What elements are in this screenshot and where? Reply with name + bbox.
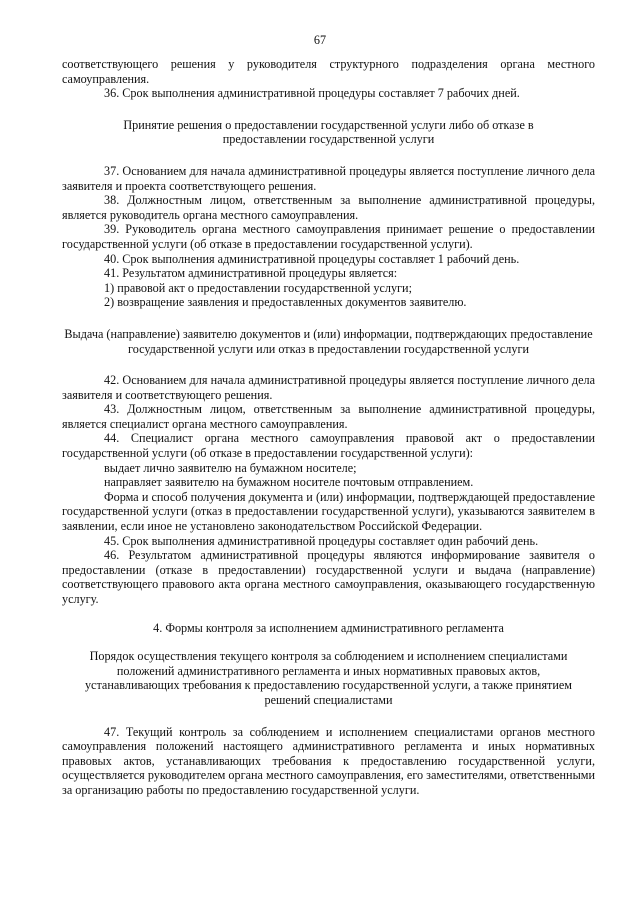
list-item-44-a: выдает лично заявителю на бумажном носителе; [104, 460, 357, 475]
paragraph-38: 38. Должностным лицом, ответственным за выполнение административной процедуры, является руководитель органа местного самоуправления. [62, 193, 595, 222]
paragraph-46: 46. Результатом административной процедуры являются информирование заявителя о предоставлении (отказе в предоставлении) государственной услуги и выдача (направление) соответствующего правового акта органа местного самоуправления, оказывающего государственную услугу. [62, 548, 595, 606]
page-content [62, 57, 595, 798]
paragraph-41: 41. Результатом административной процедуры является: [104, 266, 398, 281]
heading-control: Порядок осуществления текущего контроля за соблюдением и исполнением специалистами положений административного регламента и иных нормативных правовых актов, устанавливающих требования к предоставлению государственной услуги, а также принятием решений специалистами [84, 649, 573, 707]
paragraph-44: 44. Специалист органа местного самоуправления правовой акт о предоставлении государственной услуги (об отказе в предоставлении государственной услуги): [62, 431, 595, 461]
paragraph-43: 43. Должностным лицом, ответственным за выполнение административной процедуры, является специалист органа местного самоуправления. [62, 402, 595, 431]
paragraph-39: 39. Руководитель органа местного самоуправления принимает решение о предоставлении государственной услуги (об отказе в предоставлении государственной услуги). [62, 222, 595, 251]
paragraph-47: 47. Текущий контроль за соблюдением и исполнением специалистами органов местного самоуправления положений настоящего административного регламента и иных нормативных правовых актов, устанавливающих требования к предоставлению государственной услуги, осуществляется руководителем органа местного самоуправления, его заместителями, ответственными за организацию работы по предоставлению государственной услуги. [62, 724, 595, 797]
list-item-41-1: 1) правовой акт о предоставлении государственной услуги; [104, 280, 412, 295]
paragraph-37: 37. Основанием для начала административной процедуры является поступление личного дела заявителя и проекта соответствующего решения. [62, 163, 595, 193]
list-item-41-2: 2) возвращение заявления и предоставленных документов заявителю. [104, 295, 467, 310]
paragraph-45: 45. Срок выполнения административной процедуры составляет один рабочий день. [104, 533, 539, 548]
paragraph-42: 42. Основанием для начала административной процедуры является поступление личного дела заявителя и соответствующего решения. [62, 373, 595, 402]
heading-decision: Принятие решения о предоставлении государственной услуги либо об отказе в предоставлении государственной услуги [123, 117, 534, 147]
heading-section-4: 4. Формы контроля за исполнением административного регламента [153, 620, 504, 635]
heading-issue: Выдача (направление) заявителю документов и (или) информации, подтверждающих предоставление государственной услуги или отказ в предоставлении государственной услуги [64, 326, 593, 356]
paragraph-44-form: Форма и способ получения документа и (или) информации, подтверждающей предоставление государственной услуги (отказ в предоставлении государственной услуги), указываются заявителем в заявлении, если иное не установлено законодательством Российской Федерации. [62, 489, 595, 534]
page-number: 67 [313, 33, 327, 47]
paragraph-36: 36. Срок выполнения административной процедуры составляет 7 рабочих дней. [104, 86, 520, 101]
list-item-44-b: направляет заявителю на бумажном носителе почтовым отправлением. [104, 475, 474, 490]
paragraph-continuation: соответствующего решения у руководителя структурного подразделения органа местного самоуправления. [62, 57, 595, 86]
paragraph-40: 40. Срок выполнения административной процедуры составляет 1 рабочий день. [104, 251, 520, 266]
